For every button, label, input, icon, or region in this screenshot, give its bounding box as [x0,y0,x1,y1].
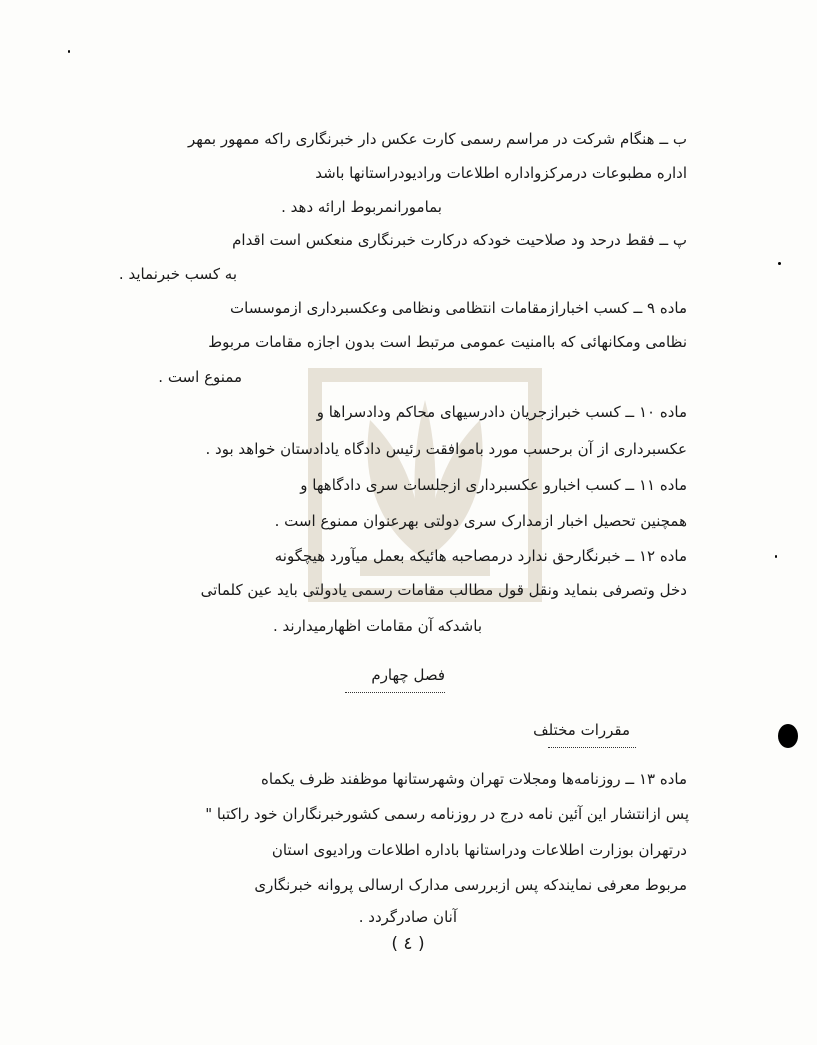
text-line: مربوط معرفی نمایندکه پس ازبررسی مدارک ارسالی پروانه خبرنگاری [254,876,687,894]
page-number: ( ٤ ) [391,934,425,954]
text-line: ممنوع است . [158,368,242,386]
ink-speck [68,50,70,53]
text-line: ماده ۹ ــ کسب اخبارازمقامات انتظامی ونظامی وعکسبرداری ازموسسات [230,299,687,317]
text-line: آنان صادرگردد . [358,908,457,926]
text-line: عکسبرداری از آن برحسب مورد باموافقت رئیس دادگاه یادادستان خواهد بود . [205,440,687,458]
text-line: نظامی ومکانهائی که باامنیت عمومی مرتبط است بدون اجازه مقامات مربوط [208,333,687,351]
ink-blot [778,724,798,748]
text-line: ماده ۱۱ ــ کسب اخبارو عکسبرداری ازجلسات سری دادگاهها و [300,476,687,494]
chapter-title-underline [345,692,445,693]
chapter-title: فصل چهارم [371,666,445,684]
text-line: ماده ۱۲ ــ خبرنگارحق ندارد درمصاحبه هائیکه بعمل میآورد هیچگونه [274,547,687,565]
text-line: همچنین تحصیل اخبار ازمدارک سری دولتی بهرعنوان ممنوع است . [274,512,687,530]
text-line: ب ــ هنگام شرکت در مراسم رسمی کارت عکس دار خبرنگاری راکه ممهور بمهر [188,130,687,148]
text-line: به کسب خبرنماید . [118,265,237,283]
text-line: ماده ۱۳ ــ روزنامه‌ها ومجلات تهران وشهرستانها موظفند ظرف یکماه [261,770,687,788]
text-line: اداره مطبوعات درمرکزواداره اطلاعات ورادیودراستانها باشد [315,164,687,182]
text-line: پس ازانتشار این آئین نامه درج در روزنامه رسمی کشورخبرنگاران خود راکتبا " [205,805,689,823]
ink-speck [778,262,781,265]
text-line: ماده ۱۰ ــ کسب خبرازجریان دادرسیهای محاکم ودادسراها و [316,403,687,421]
text-line: درتهران بوزارت اطلاعات ودراستانها باداره اطلاعات ورادیوی استان [271,841,687,859]
section-title: مقررات مختلف [533,721,630,739]
text-line: دخل وتصرفی بنماید ونقل قول مطالب مقامات رسمی یادولتی باید عین کلماتی [200,581,687,599]
section-title-underline [548,747,636,748]
ink-speck [775,555,777,558]
text-line: باشدکه آن مقامات اظهارمیدارند . [272,617,482,635]
text-line: بمامورانمربوط ارائه دهد . [281,198,442,216]
text-line: پ ــ فقط درحد ود صلاحیت خودکه درکارت خبرنگاری منعکس است اقدام [232,231,687,249]
